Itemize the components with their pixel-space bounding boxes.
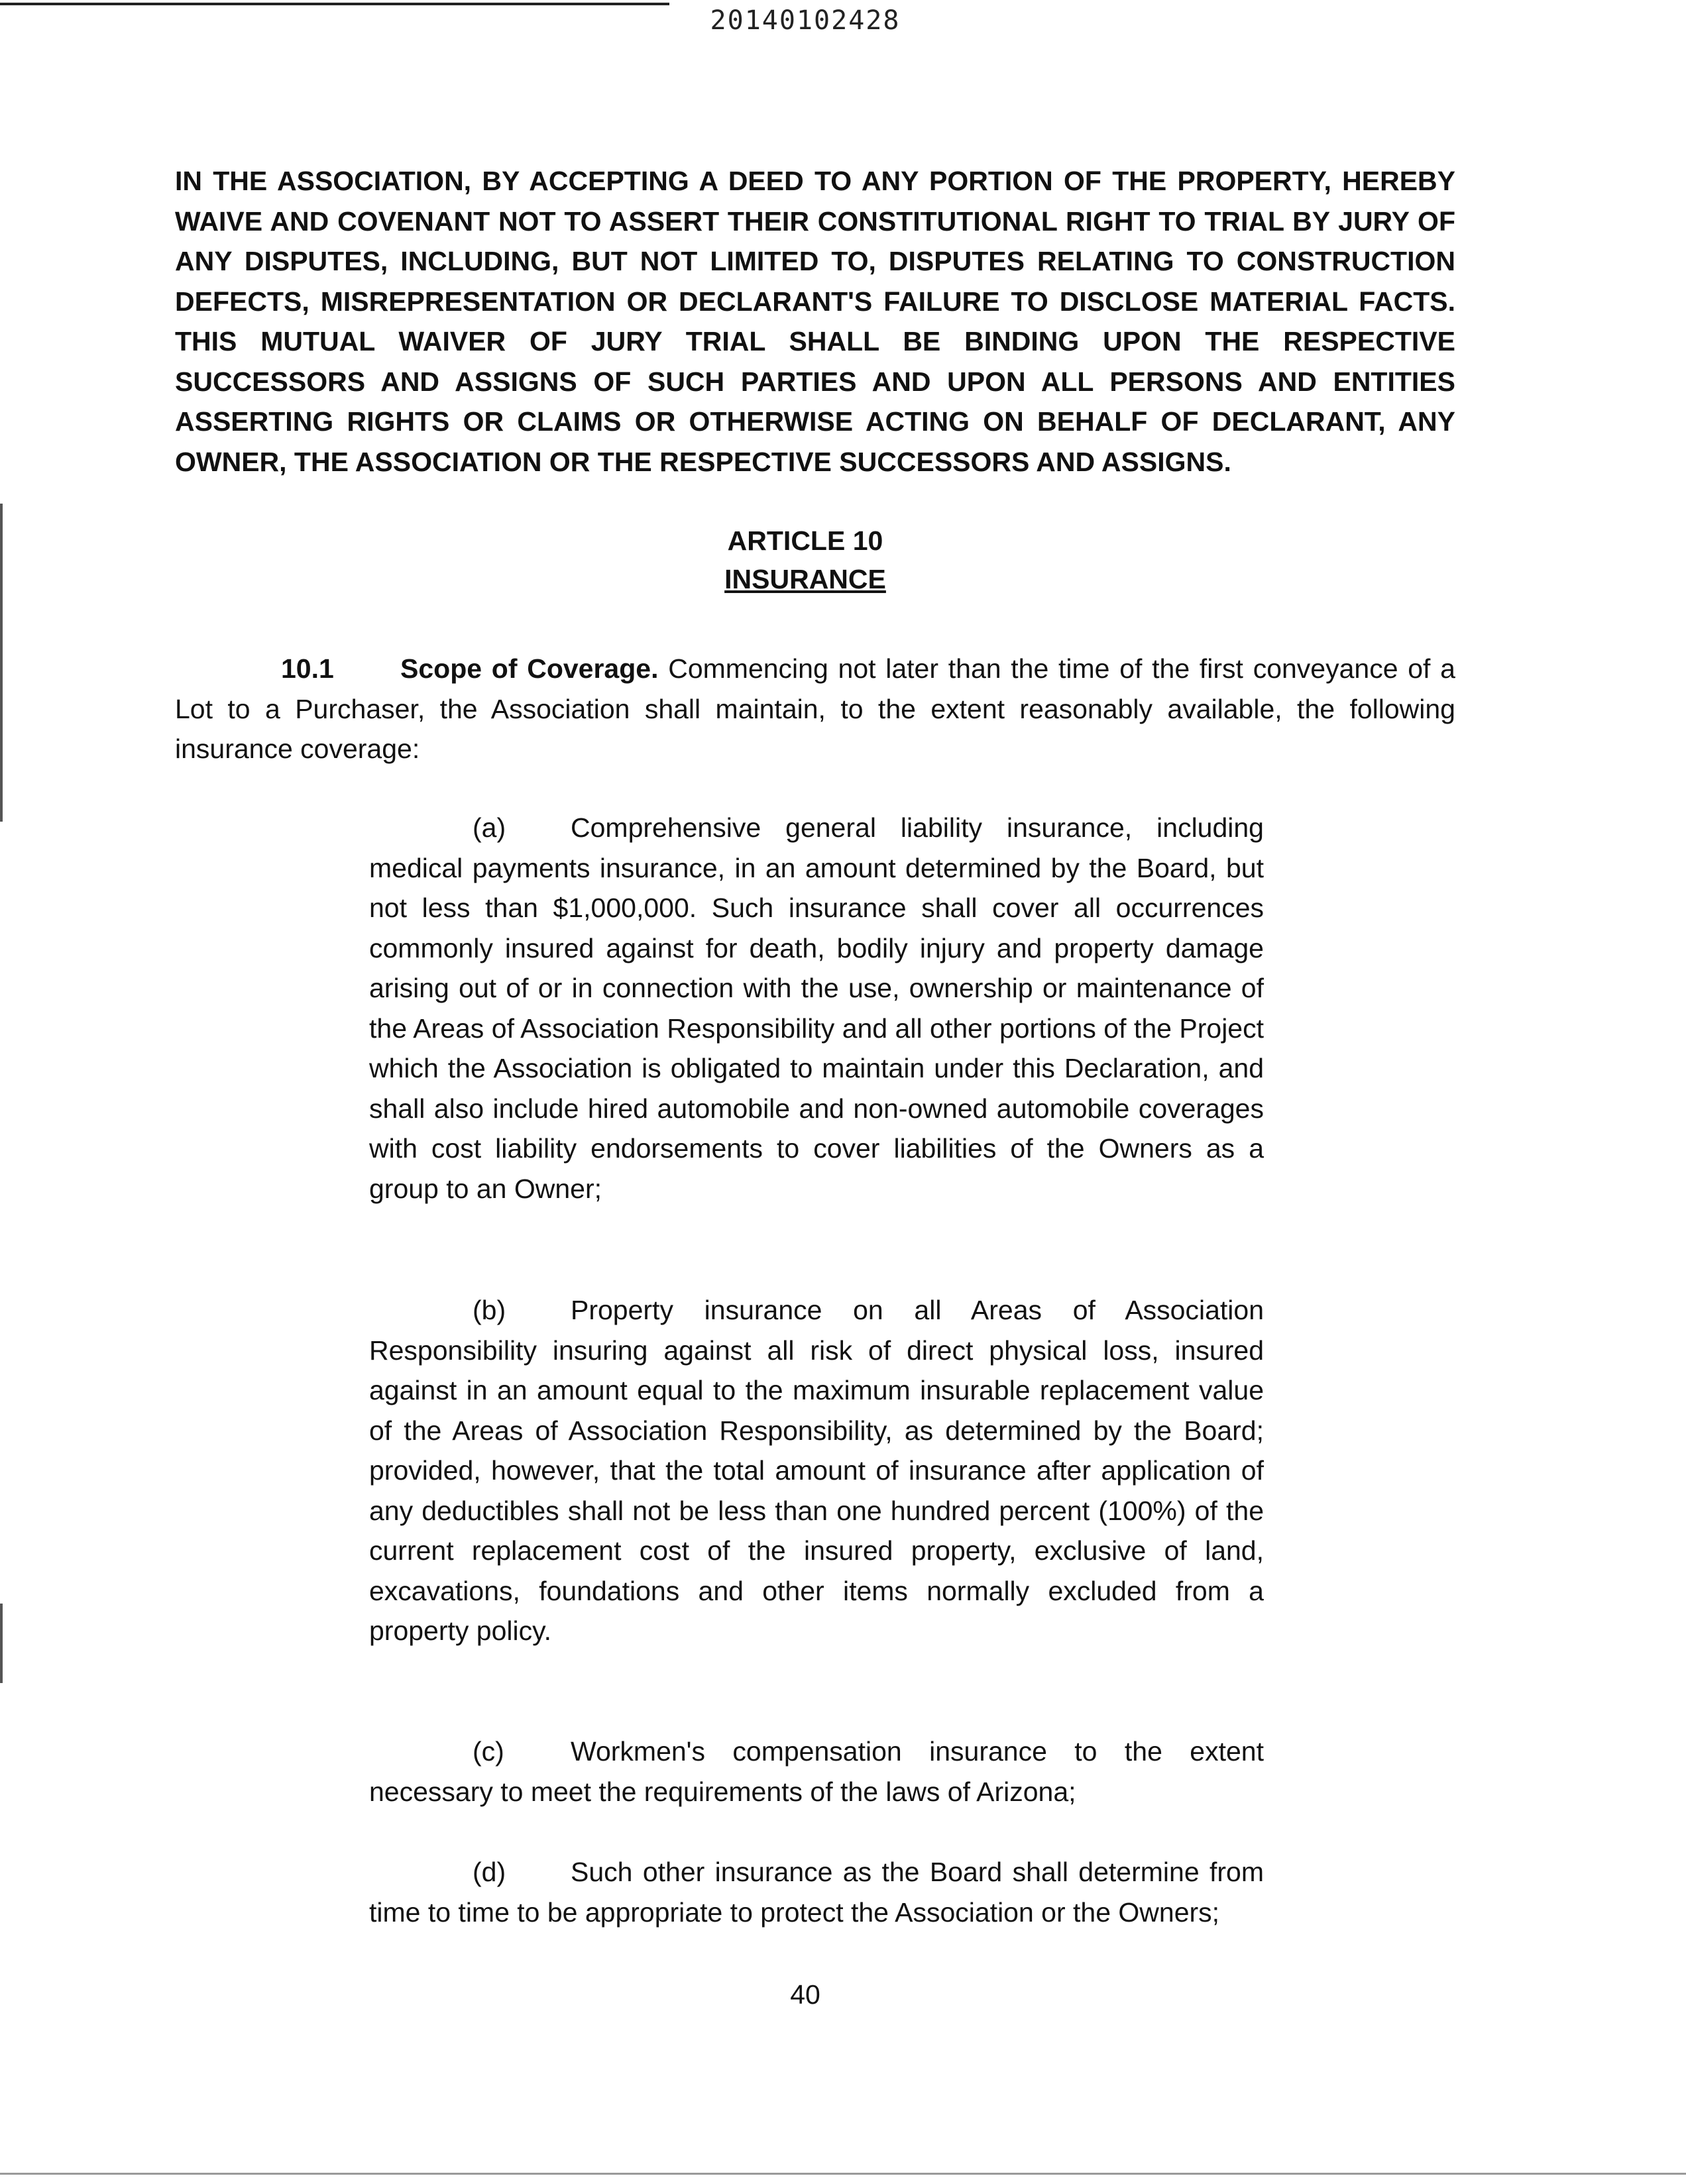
- document-number: 20140102428: [710, 5, 901, 36]
- subsection-label: (a): [473, 812, 506, 843]
- section-10-1-paragraph: [175, 649, 1455, 769]
- subsection-d: [369, 1852, 1264, 1932]
- jury-waiver-paragraph: IN THE ASSOCIATION, BY ACCEPTING A DEED TO ANY PORTION OF THE PROPERTY, HEREBY WAIVE AND COVENANT NOT TO ASSERT THEIR CONSTITUTIONAL RIGHT TO TRIAL BY JURY OF ANY DISPUTES, INCLUDING, BUT NOT LIMITED TO, DISPUTES RELATING TO CONSTRUCTION DEFECTS, MISREPRESENTATION OR DECLARANT'S FAILURE TO DISCLOSE MATERIAL FACTS. THIS MUTUAL WAIVER OF JURY TRIAL SHALL BE BINDING UPON THE RESPECTIVE SUCCESSORS AND ASSIGNS OF SUCH PARTIES AND UPON ALL PERSONS AND ENTITIES ASSERTING RIGHTS OR CLAIMS OR OTHERWISE ACTING ON BEHALF OF DECLARANT, ANY OWNER, THE ASSOCIATION OR THE RESPECTIVE SUCCESSORS AND ASSIGNS.: [175, 166, 1455, 477]
- subsection-a: [369, 808, 1264, 1209]
- subsection-text: Workmen's compensation insurance to the extent necessary to meet the requirements of the laws of Arizona;: [369, 1736, 1264, 1807]
- subsection-text: Comprehensive general liability insurance, including medical payments insurance, in an amount determined by the Board, but not less than $1,000,000. Such insurance shall cover all occurrences commonly insured against for death, bodily injury and property damage arising out of or in connection with the use, ownership or maintenance of the Areas of Association Responsibility and all other portions of the Project which the Association is obligated to maintain under this Declaration, and shall also include hired automobile and non-owned automobile coverages with cost liability endorsements to cover liabilities of the Owners as a group to an Owner;: [369, 812, 1264, 1204]
- section-text: Commencing not later than the time of the first conveyance of a Lot to a Purchaser, the Association shall maintain, to the extent reasonably available, the following insurance coverage:: [175, 653, 1455, 764]
- subsection-label: (d): [473, 1857, 506, 1887]
- subsection-b: [369, 1290, 1264, 1651]
- subsection-label: (b): [473, 1295, 506, 1325]
- article-subtitle: INSURANCE: [724, 564, 886, 594]
- subsection-text: Such other insurance as the Board shall determine from time to time to be appropriate to protect the Association or the Owners;: [369, 1857, 1264, 1928]
- subsection-text: Property insurance on all Areas of Association Responsibility insuring against all risk of direct physical loss, insured against in an amount equal to the maximum insurable replacement value of the Areas of Association Responsibility, as determined by the Board; provided, however, that the total amount of insurance after application of any deductibles shall not be less than one hundred percent (100%) of the current replacement cost of the insured property, exclusive of land, excavations, foundations and other items normally excluded from a property policy.: [369, 1295, 1264, 1646]
- bottom-scan-rule: [0, 2173, 1686, 2175]
- scan-edge-mark: [0, 1604, 3, 1683]
- article-title: ARTICLE 10: [727, 525, 883, 556]
- subsection-label: (c): [473, 1736, 504, 1767]
- section-heading: Scope of Coverage.: [400, 653, 659, 684]
- page-number: 40: [790, 1979, 820, 2010]
- section-number: 10.1: [281, 653, 334, 684]
- subsection-c: [369, 1731, 1264, 1812]
